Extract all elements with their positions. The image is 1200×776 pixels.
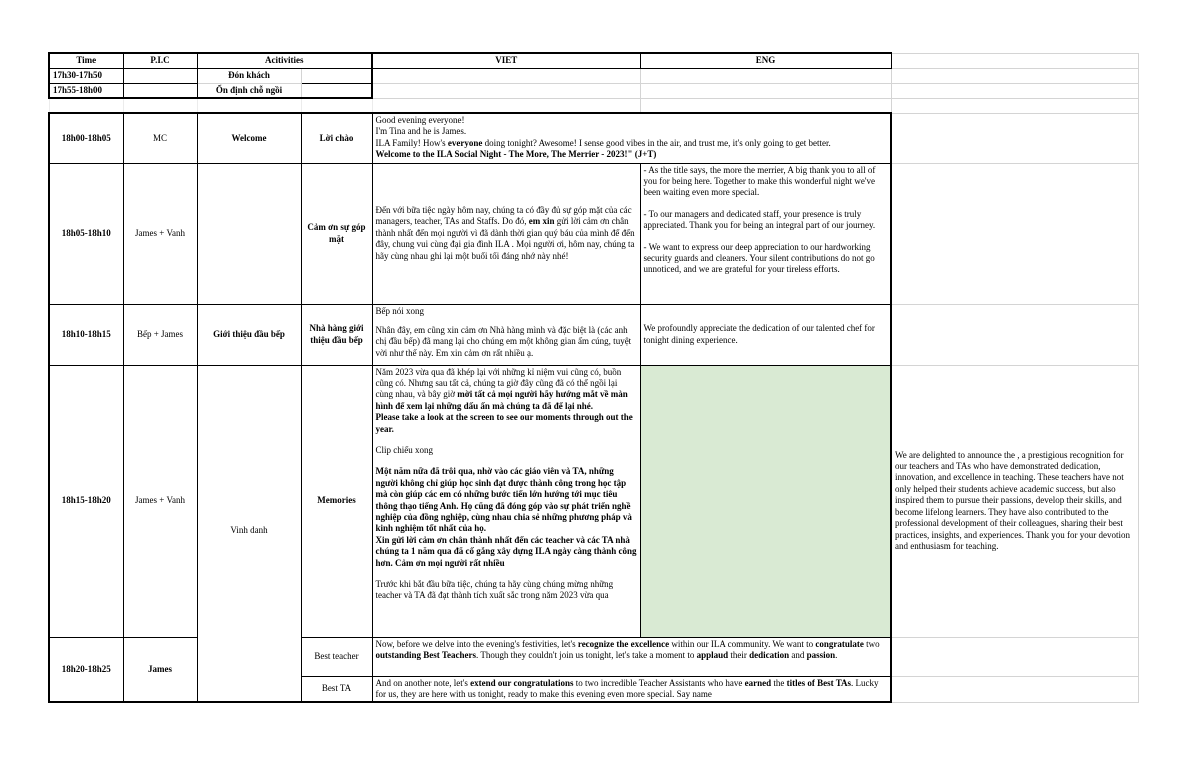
activity-cell	[197, 637, 301, 702]
time-cell: 18h00-18h05	[49, 113, 123, 163]
time-cell: 18h20-18h25	[49, 637, 123, 702]
empty-cell	[891, 163, 1138, 304]
empty-cell	[891, 68, 1138, 83]
sub-activity-cell: Cảm ơn sự góp mặt	[301, 163, 372, 304]
pic-cell: Bếp + James	[123, 304, 197, 365]
script-line: Năm 2023 vừa qua đã khép lại với những kỉ niệm vui cũng có, buồn cũng có. Nhưng sau tất cả, chúng ta giờ đây cũng đã có thể ngồi lại cùng nhau, và bây giờ mời tất cả mọi người hãy hướng mắt về màn hình để xem lại những dấu ấn mà chúng ta đã để lại nhé.	[375, 366, 628, 411]
header-viet: VIET	[372, 53, 640, 68]
time-cell: 18h15-18h20	[49, 365, 123, 637]
empty-cell	[891, 98, 1138, 113]
best-teacher-script: Now, before we delve into the evening's festivities, let's recognize the excellence within our ILA community. We want to congratulate two outstanding Best Teachers. Though they couldn't join us tonight, let's take a moment to applaud their dedication and passion.	[372, 637, 891, 676]
sub-activity-cell: Best TA	[301, 676, 372, 702]
eng-paragraph: - As the title says, the more the merrier, A big thank you to all of you for being here. Together to make this wonderful night we've been waiting even more special.	[643, 164, 876, 198]
time-cell: 18h05-18h10	[49, 163, 123, 304]
empty-cell	[891, 637, 1138, 676]
sub-activity-cell: Lời chào	[301, 113, 372, 163]
empty-cell	[891, 113, 1138, 163]
header-activities: Acitivities	[197, 53, 372, 68]
sub-activity-cell: Best teacher	[301, 637, 372, 676]
pic-cell	[123, 68, 197, 83]
script-line: I'm Tina and he is James.	[375, 126, 467, 137]
eng-script: We profoundly appreciate the dedication of our talented chef for tonight dining experience.	[640, 304, 891, 365]
sub-activity-cell: Nhà hàng giới thiệu đầu bếp	[301, 304, 372, 365]
empty-cell	[891, 83, 1138, 98]
pic-cell: MC	[123, 113, 197, 163]
eng-script-empty	[640, 365, 891, 637]
empty-cell	[49, 98, 123, 113]
empty-cell	[891, 676, 1138, 702]
script-line: Nhân đây, em cũng xin cảm ơn Nhà hàng mình và đặc biệt là (các anh chị đầu bếp) đã mang lại cho chúng em một không gian ấm cúng, tuyệt vời như thế này. Em xin cảm ơn rất nhiều ạ.	[375, 324, 632, 358]
eng-paragraph: - To our managers and dedicated staff, your presence is truly appreciated. Thank you for being an integral part of our journey.	[643, 208, 876, 231]
script-line: Trước khi bắt đầu bữa tiệc, chúng ta hãy cùng chúng mừng những teacher và TA đã đạt thành tích xuất sắc trong năm 2023 vừa qua	[375, 579, 614, 601]
viet-script: Đến với bữa tiệc ngày hôm nay, chúng ta có đầy đủ sự góp mặt của các managers, teacher, TAs and Staffs. Do đó, em xin gửi lời cảm ơn chân thành nhất đến mọi người vì đã dành thời gian quý báu của mình để đến đây, chung vui cùng đại gia đình ILA . Mọi người ơi, hôm nay, chúng ta hãy cùng nhau ghi lại một buổi tối đáng nhớ này nhé!	[372, 163, 640, 304]
script-line: Welcome to the ILA Social Night - The More, The Merrier - 2023!" (J+T)	[375, 149, 657, 160]
header-eng: ENG	[640, 53, 891, 68]
activity-cell: Đón khách	[197, 68, 301, 83]
sub-activity-cell	[301, 68, 372, 83]
pic-cell	[123, 83, 197, 98]
empty-cell	[301, 98, 372, 113]
viet-script	[372, 365, 640, 637]
empty-cell	[372, 98, 640, 113]
time-cell: 17h55-18h00	[49, 83, 123, 98]
header-time: Time	[49, 53, 123, 68]
activity-cell: Giới thiệu đầu bếp	[197, 304, 301, 365]
welcome-script	[372, 113, 891, 163]
empty-cell	[123, 98, 197, 113]
time-cell: 18h10-18h15	[49, 304, 123, 365]
eng-paragraph: - We want to express our deep appreciation to our hardworking security guards and cleaners. Your silent contributions do not go unnoticed, and we are grateful for your tireless efforts.	[643, 241, 875, 275]
empty-cell	[197, 98, 301, 113]
empty-cell	[372, 68, 640, 83]
empty-cell	[891, 53, 1138, 68]
script-line: Clip chiếu xong	[375, 444, 433, 455]
activity-cell	[197, 163, 301, 304]
side-note: We are delighted to announce the , a prestigious recognition for our teachers and TAs who have demonstrated dedication, innovation, and excellence in teaching. These teachers have not only helped their students achieve academic success, but also inspired them to pursue their passions, develop their skills, and become lifelong learners. They have also contributed to the professional development of their colleagues, sharing their best practices, insights, and experiences. Thank you for your devotion and enthusiasm for teaching.	[891, 365, 1138, 637]
viet-script	[372, 304, 640, 365]
time-cell: 17h30-17h50	[49, 68, 123, 83]
script-line: ILA Family! How's everyone doing tonight? Awesome! I sense good vibes in the air, and trust me, it's only going to get better.	[375, 137, 831, 148]
script-line: Xin gửi lời cảm ơn chân thành nhất đến các teacher và các TA nhà chúng ta 1 năm qua đã cố gắng xây dựng ILA ngày càng thành công hơn. Cảm ơn mọi người rất nhiều	[375, 534, 637, 568]
sub-activity-cell	[301, 83, 372, 98]
schedule-sheet	[48, 52, 1139, 703]
activity-cell: Vinh danh	[197, 365, 301, 637]
pic-cell: James	[123, 637, 197, 702]
header-pic: P.I.C	[123, 53, 197, 68]
pic-cell: James + Vanh	[123, 163, 197, 304]
empty-cell	[640, 98, 891, 113]
script-line: Good evening everyone!	[375, 115, 465, 125]
sub-activity-cell: Memories	[301, 365, 372, 637]
empty-cell	[640, 83, 891, 98]
script-line: Bếp nói xong	[375, 305, 424, 316]
activity-cell: Ổn định chỗ ngồi	[197, 83, 301, 98]
empty-cell	[891, 304, 1138, 365]
eng-script	[640, 163, 891, 304]
empty-cell	[640, 68, 891, 83]
pic-cell: James + Vanh	[123, 365, 197, 637]
activity-cell: Welcome	[197, 113, 301, 163]
best-ta-script: And on another note, let's extend our congratulations to two incredible Teacher Assistants who have earned the titles of Best TAs. Lucky for us, they are here with us tonight, ready to make this evening even more special. Say name	[372, 676, 891, 702]
script-line: Một năm nữa đã trôi qua, nhờ vào các giáo viên và TA, những người không chỉ giúp học sinh đạt được thành công trong học tập mà còn giúp các em có những bước tiến lớn hướng tới mục tiêu thông thạo tiếng Anh. Họ cũng đã đóng góp vào sự phát triển nghề nghiệp của đồng nghiệp, cùng nhau chia sẻ những phương pháp và kinh nghiệm tốt nhất của họ.	[375, 466, 632, 534]
empty-cell	[372, 83, 640, 98]
script-line: Please take a look at the screen to see our moments through out the year.	[375, 412, 633, 434]
